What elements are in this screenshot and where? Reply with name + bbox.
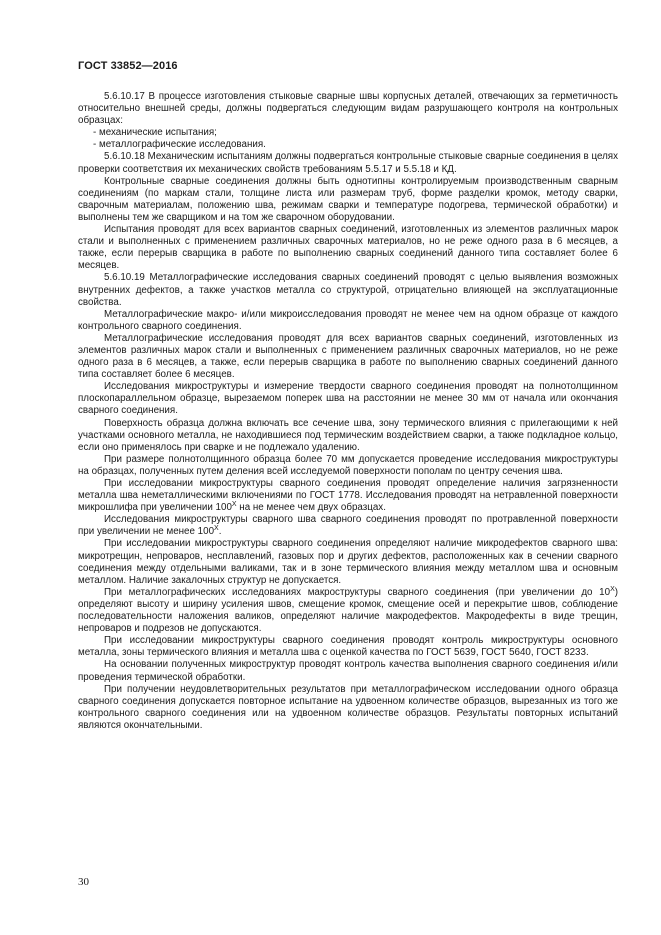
etched-surface-text-tail: . — [218, 526, 222, 538]
paragraph-microdefects: При исследовании микроструктуры сварного соединения определяют наличие микродефектов сварного шва: микротрещин, непроваров, несплавлений, газовых пор и других дефектов, расположенных как в сечении сварного соединения между отдельными валиками, так и в зоне термического влияния между металлом шва и основным металлом. Наличие закалочных структур не допускается. — [78, 538, 618, 586]
list-item-metallographic-studies: - металлографические исследования. — [93, 139, 266, 151]
macrostructure-text: При металлографических исследованиях макроструктуры сварного соединения (при увеличении до 10 — [104, 586, 611, 598]
paragraph-microstructure-hardness: Исследования микроструктуры и измерение твердости сварного соединения проводят на полнотолщинном плоскопараллельном образце, вырезаемом поперек шва на расстоянии не менее 30 мм от начала или окончания сварного соединения. — [78, 381, 618, 417]
paragraph-quality-control: На основании полученных микроструктур проводят контроль качества выполнения сварного соединения и/или проведения термической обработки. — [78, 659, 618, 683]
paragraph-5-6-10-18: 5.6.10.18 Механическим испытаниям должны подвергаться контрольные стыковые сварные соединения в целях проверки соответствия их механических свойств требованиям 5.5.17 и 5.5.18 и КД. — [78, 151, 618, 175]
magnification-superscript: X — [610, 585, 615, 593]
paragraph-control-joints: Контрольные сварные соединения должны быть однотипны контролируемым производственным сварным соединениям (по маркам стали, толщине листа или размерам труб, форме разделки кромок, методу сварки, сварочным материалам, положению шва, режимам сварки и температуре подогрева, термической обработки) и выполнены тем же сварщиком и на том же сварочном оборудовании. — [78, 175, 618, 223]
inclusions-text-tail: на не менее чем двух образцах. — [236, 502, 386, 514]
macrostructure-text-tail: ) определяют высоту и ширину усиления швов, смещение кромок, смещение осей и перекрытие швов, соблюдение последовательности наложения валиков, определяют наличие макродефектов. Макродефекты в виде трещин, непроваров и подрезов не допускаются. — [78, 586, 618, 635]
inclusions-text: При исследовании микроструктуры сварного соединения проводят определение наличия загрязненности металла шва неметаллическими включениями по ГОСТ 1778. Исследования проводят на нетравленной поверхности микрошлифа при увеличении 100 — [78, 478, 618, 514]
paragraph-metallographic-frequency: Металлографические исследования проводят для всех вариантов сварных соединений, изготовленных из элементов различных марок стали и выполненных с применением различных сварочных материалов, но не реже одного раза в 6 месяцев, а также, если перерыв сварщика в работе по выполнению сварных соединений данного типа составляет более 6 месяцев. — [78, 332, 618, 381]
paragraph-tests-frequency: Испытания проводят для всех вариантов сварных соединений, изготовленных из элементов различных марок стали и выполненных с применением различных сварочных материалов, но не реже одного раза в 6 месяцев, а также, если перерыв сварщика в работе по выполнению сварных соединений данного типа составляет более 6 месяцев. — [78, 224, 618, 272]
paragraph-etched-surface — [78, 514, 618, 538]
magnification-superscript: X — [231, 501, 237, 509]
magnification-superscript: X — [214, 525, 219, 533]
paragraph-thick-sample: При размере полнотолщинного образца более 70 мм допускается проведение исследования микроструктуры на образцах, полученных путем деления всей исследуемой поверхности пополам по центру сечения шва. — [78, 453, 618, 477]
paragraph-macrostructure — [78, 587, 618, 635]
document-body — [78, 91, 618, 732]
paragraph-5-6-10-17: 5.6.10.17 В процессе изготовления стыковые сварные швы корпусных деталей, отвечающих за герметичность относительно внешней среды, должны подвергаться следующим видам разрушающего контроля на контрольных образцах: — [78, 91, 618, 127]
paragraph-5-6-10-19: 5.6.10.19 Металлографические исследования сварных соединений проводят с целью выявления возможных внутренних дефектов, а также участков металла со структурой, отрицательно влияющей на эксплуатационные свойства. — [78, 272, 618, 308]
paragraph-macro-micro-studies: Металлографические макро- и/или микроисследования проводят не менее чем на одном образце от каждого контрольного сварного соединения. — [78, 308, 618, 332]
paragraph-inclusions — [78, 478, 618, 514]
etched-surface-text: Исследования микроструктуры сварного шва сварного соединения проводят по протравленной поверхности при увеличении не менее 100 — [78, 514, 618, 538]
paragraph-sample-surface: Поверхность образца должна включать все сечение шва, зону термического влияния с прилегающими к ней участками основного металла, не находившиеся под термическим воздействием сварки, а также подкладное кольцо, если оно применялось при сварке и не подлежало удалению. — [78, 417, 618, 453]
standard-title: ГОСТ 33852—2016 — [78, 60, 178, 72]
paragraph-quality-assessment: При исследовании микроструктуры сварного соединения проводят контроль микроструктуры основного металла, зоны термического влияния и металла шва с оценкой качества по ГОСТ 5639, ГОСТ 5640, ГОСТ 8233. — [78, 635, 618, 659]
list-item-mechanical-tests: - механические испытания; — [93, 127, 217, 139]
page-number: 30 — [78, 876, 89, 888]
paragraph-retest: При получении неудовлетворительных результатов при металлографическом исследовании одного образца сварного соединения допускается повторное испытание на удвоенном количестве образцов, вырезанных из того же контрольного сварного соединения или на удвоенном количестве образцов. Результаты повторных испытаний являются окончательными. — [78, 683, 618, 731]
